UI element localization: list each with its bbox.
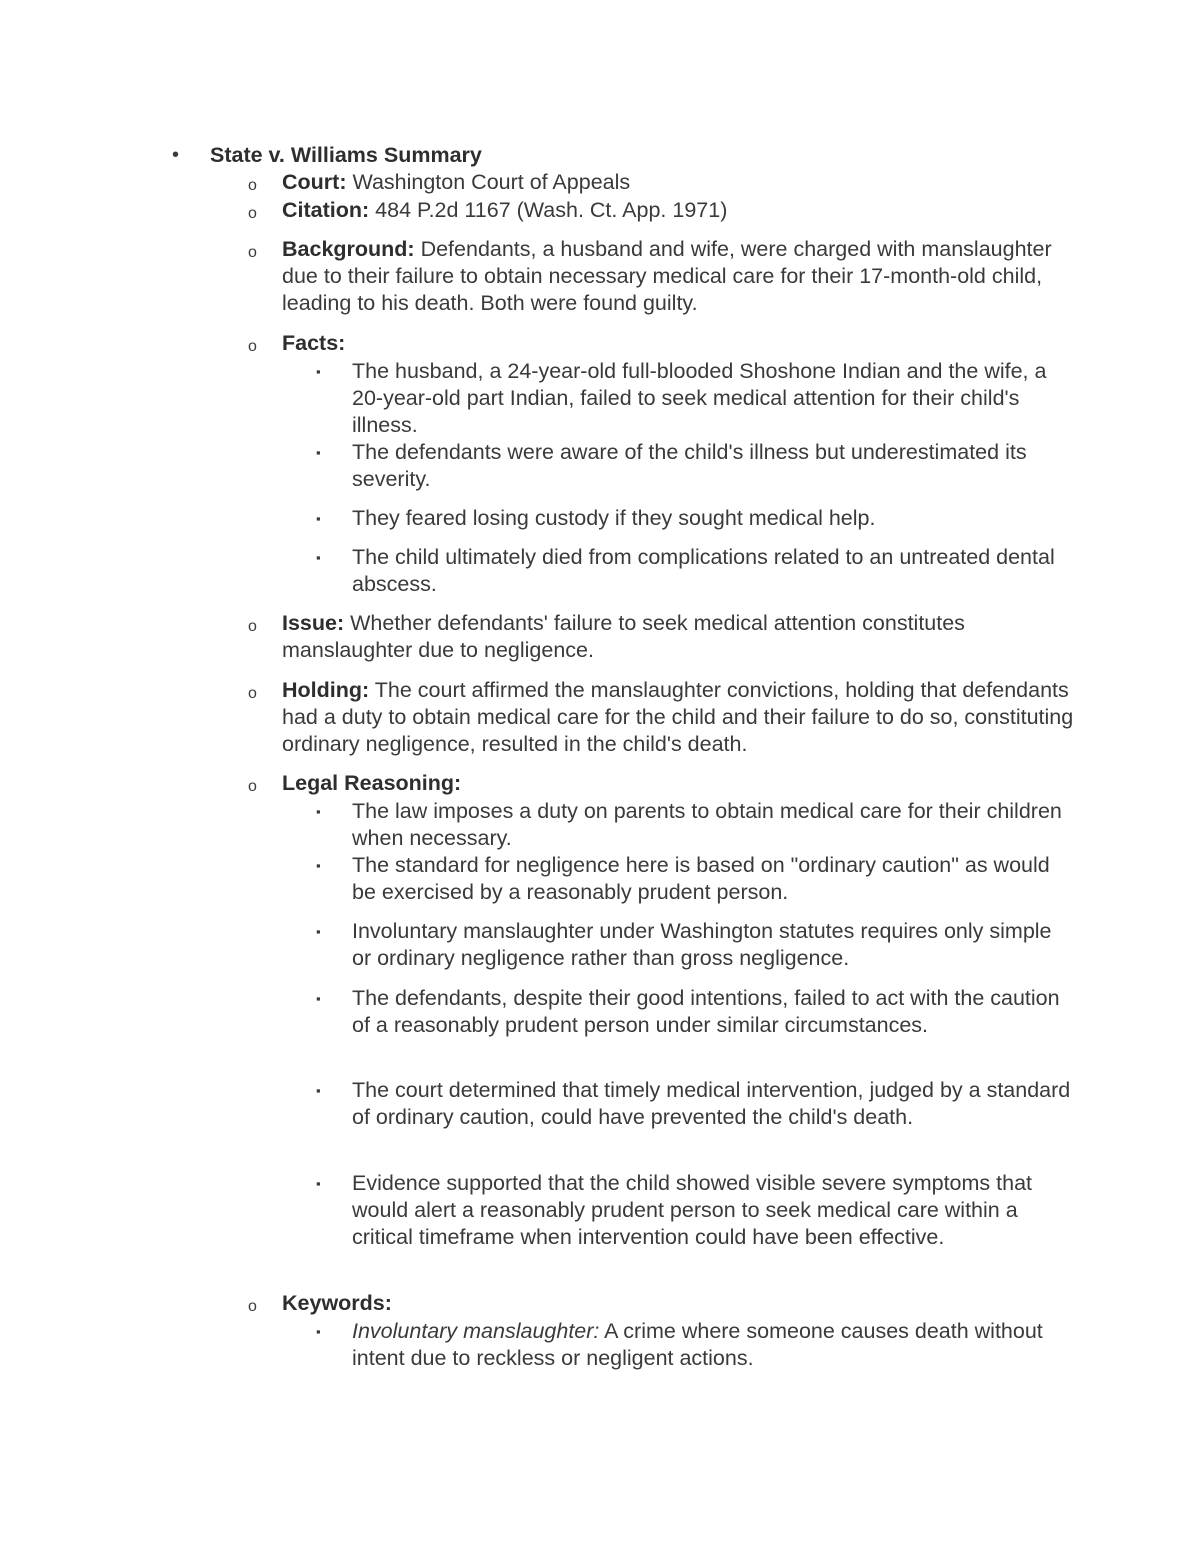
square-bullet-icon: ▪ — [316, 924, 321, 939]
background-item — [248, 236, 1082, 317]
facts-item — [248, 330, 1082, 357]
square-bullet-icon: ▪ — [316, 1176, 321, 1191]
reasoning-point — [316, 1170, 1072, 1251]
circle-bullet-icon: o — [248, 244, 257, 261]
circle-bullet-icon: o — [248, 177, 257, 194]
holding-item — [248, 677, 1082, 758]
court-label: Court: — [282, 170, 347, 194]
fact-item — [316, 505, 1072, 532]
circle-bullet-icon: o — [248, 205, 257, 222]
reasoning-point — [316, 852, 1072, 906]
reasoning-text: Evidence supported that the child showed visible severe symptoms that would alert a reasonably prudent person to seek medical care within a critical timeframe when intervention could have been effective. — [352, 1171, 1033, 1249]
keywords-label: Keywords: — [282, 1291, 392, 1315]
keyword-term: Involuntary manslaughter: — [352, 1319, 600, 1343]
square-bullet-icon: ▪ — [316, 364, 321, 379]
keyword-definition: A crime where someone causes death without intent due to reckless or negligent actions. — [352, 1319, 1043, 1370]
document-title: State v. Williams Summary — [210, 143, 482, 167]
fact-item — [316, 544, 1072, 598]
circle-bullet-icon: o — [248, 685, 257, 702]
square-bullet-icon: ▪ — [316, 511, 321, 526]
fact-text: They feared losing custody if they sought medical help. — [352, 506, 876, 530]
fact-text: The husband, a 24-year-old full-blooded Shoshone Indian and the wife, a 20-year-old part Indian, failed to seek medical attention for their child's illness. — [352, 359, 1047, 437]
square-bullet-icon: ▪ — [316, 1083, 321, 1098]
reasoning-point — [316, 918, 1072, 972]
fact-item — [316, 358, 1072, 439]
circle-bullet-icon: o — [248, 338, 257, 355]
holding-label: Holding: — [282, 678, 370, 702]
square-bullet-icon: ▪ — [316, 445, 321, 460]
square-bullet-icon: ▪ — [316, 858, 321, 873]
square-bullet-icon: ▪ — [316, 991, 321, 1006]
reasoning-text: Involuntary manslaughter under Washington statutes requires only simple or ordinary negligence rather than gross negligence. — [352, 919, 1052, 970]
reasoning-point — [316, 985, 1072, 1039]
keyword-entry — [316, 1318, 1072, 1372]
issue-text: Whether defendants' failure to seek medical attention constitutes manslaughter due to negligence. — [282, 611, 965, 662]
facts-label: Facts: — [282, 331, 346, 355]
circle-bullet-icon: o — [248, 1298, 257, 1315]
issue-item — [248, 610, 1082, 664]
court-item — [248, 169, 1082, 196]
square-bullet-icon: ▪ — [316, 804, 321, 819]
citation-item — [248, 197, 1082, 224]
reasoning-text: The law imposes a duty on parents to obtain medical care for their children when necessary. — [352, 799, 1062, 850]
circle-bullet-icon: o — [248, 618, 257, 635]
fact-text: The defendants were aware of the child's illness but underestimated its severity. — [352, 440, 1027, 491]
background-label: Background: — [282, 237, 415, 261]
bullet-icon: • — [172, 144, 180, 166]
fact-item — [316, 439, 1072, 493]
holding-text: The court affirmed the manslaughter convictions, holding that defendants had a duty to obtain medical care for the child and their failure to do so, constituting ordinary negligence, resulted in the child's death. — [282, 678, 1074, 756]
reasoning-text: The standard for negligence here is based on "ordinary caution" as would be exercised by a reasonably prudent person. — [352, 853, 1050, 904]
reasoning-text: The defendants, despite their good intentions, failed to act with the caution of a reasonably prudent person under similar circumstances. — [352, 986, 1060, 1037]
reasoning-item — [248, 770, 1082, 797]
summary-title-item — [172, 142, 482, 169]
reasoning-text: The court determined that timely medical intervention, judged by a standard of ordinary caution, could have prevented the child's death. — [352, 1078, 1071, 1129]
fact-text: The child ultimately died from complications related to an untreated dental abscess. — [352, 545, 1055, 596]
citation-text: 484 P.2d 1167 (Wash. Ct. App. 1971) — [369, 198, 728, 222]
reasoning-label: Legal Reasoning: — [282, 771, 462, 795]
issue-label: Issue: — [282, 611, 345, 635]
keywords-item — [248, 1290, 1082, 1317]
square-bullet-icon: ▪ — [316, 1324, 321, 1339]
reasoning-point — [316, 1077, 1072, 1131]
square-bullet-icon: ▪ — [316, 550, 321, 565]
circle-bullet-icon: o — [248, 778, 257, 795]
background-text: Defendants, a husband and wife, were charged with manslaughter due to their failure to obtain necessary medical care for their 17-month-old child, leading to his death. Both were found guilty. — [282, 237, 1052, 315]
court-text: Washington Court of Appeals — [346, 170, 631, 194]
citation-label: Citation: — [282, 198, 370, 222]
reasoning-point — [316, 798, 1072, 852]
